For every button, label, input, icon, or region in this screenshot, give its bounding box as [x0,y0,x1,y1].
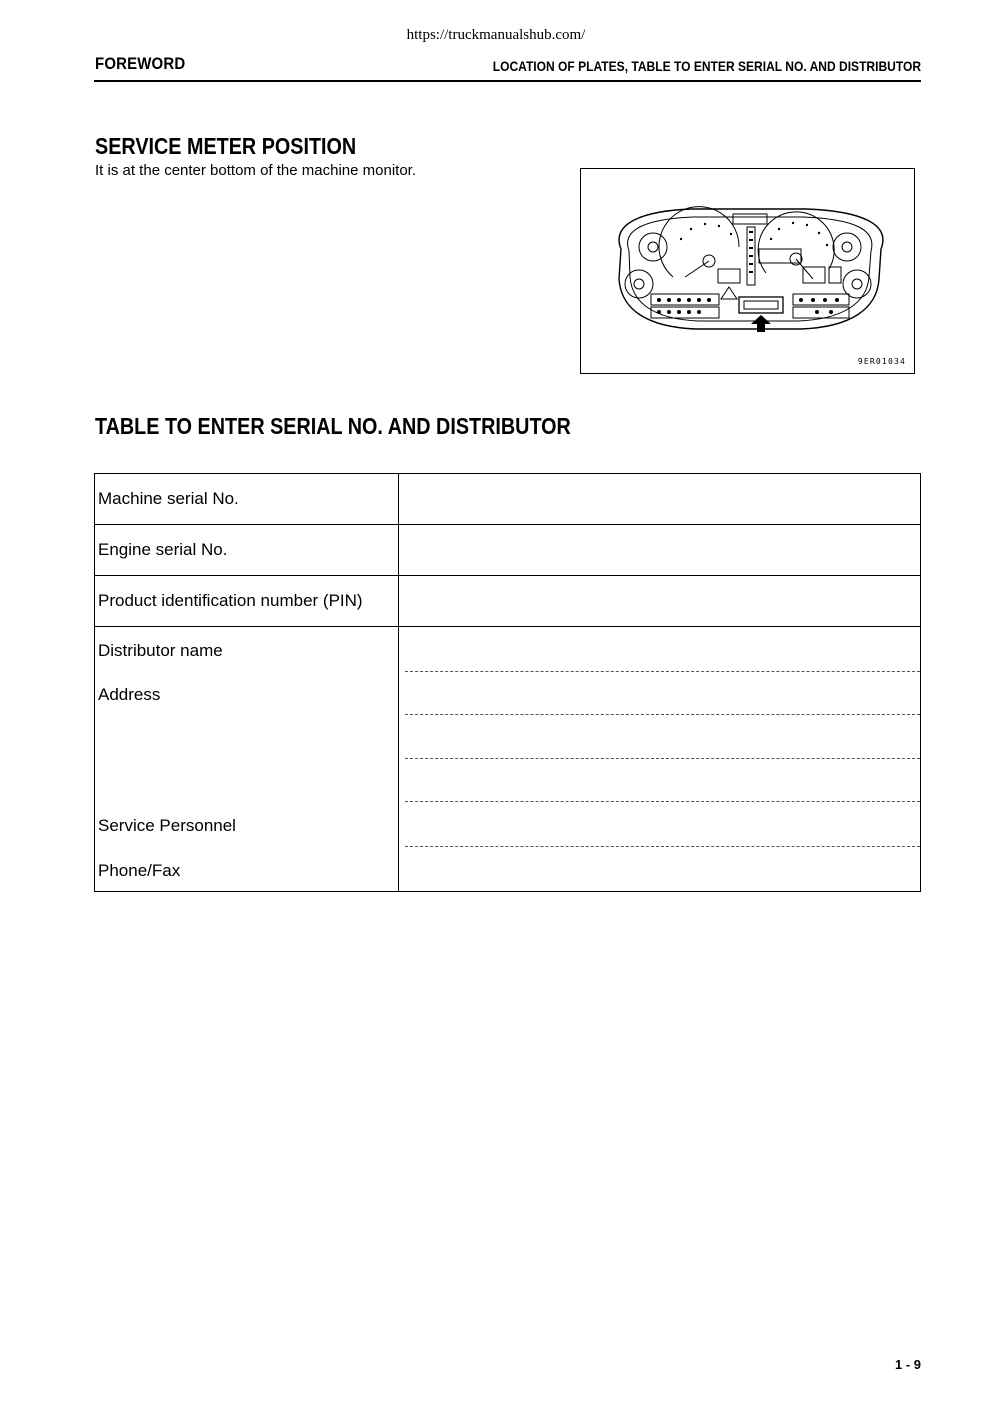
machine-monitor-figure [580,168,915,374]
entry-line [405,671,920,672]
distributor-label-cell [95,627,399,892]
page-number: 1 - 9 [894,1357,921,1372]
machine-serial-label: Machine serial No. [95,474,399,525]
table-row [95,525,921,576]
table-row [95,474,921,525]
address-label: Address [98,685,161,704]
distributor-name-label: Distributor name [98,641,223,660]
pin-label: Product identification number (PIN) [95,576,399,627]
machine-serial-field[interactable] [399,474,921,525]
figure-code: 9ER01034 [857,357,906,366]
source-url[interactable]: https://truckmanualshub.com/ [406,27,586,43]
serial-distributor-table [94,473,921,892]
table-row [95,627,921,892]
phone-fax-label: Phone/Fax [98,861,181,880]
page-header-title: LOCATION OF PLATES, TABLE TO ENTER SERIAL NO. AND DISTRIBUTOR [492,58,921,74]
serial-table-heading: TABLE TO ENTER SERIAL NO. AND DISTRIBUTOR [95,413,571,439]
section-title: FOREWORD [95,54,186,73]
header-rule [94,80,921,82]
machine-monitor-icon [581,169,915,374]
table-row [95,576,921,627]
distributor-entry-field[interactable] [399,627,921,892]
pin-field[interactable] [399,576,921,627]
entry-line [405,714,920,715]
service-meter-heading: SERVICE METER POSITION [95,133,357,159]
entry-line [405,758,920,759]
service-personnel-label: Service Personnel [98,816,236,835]
service-meter-text: It is at the center bottom of the machine monitor. [95,162,416,179]
entry-line [405,846,920,847]
engine-serial-field[interactable] [399,525,921,576]
engine-serial-label: Engine serial No. [95,525,399,576]
entry-line [405,801,920,802]
